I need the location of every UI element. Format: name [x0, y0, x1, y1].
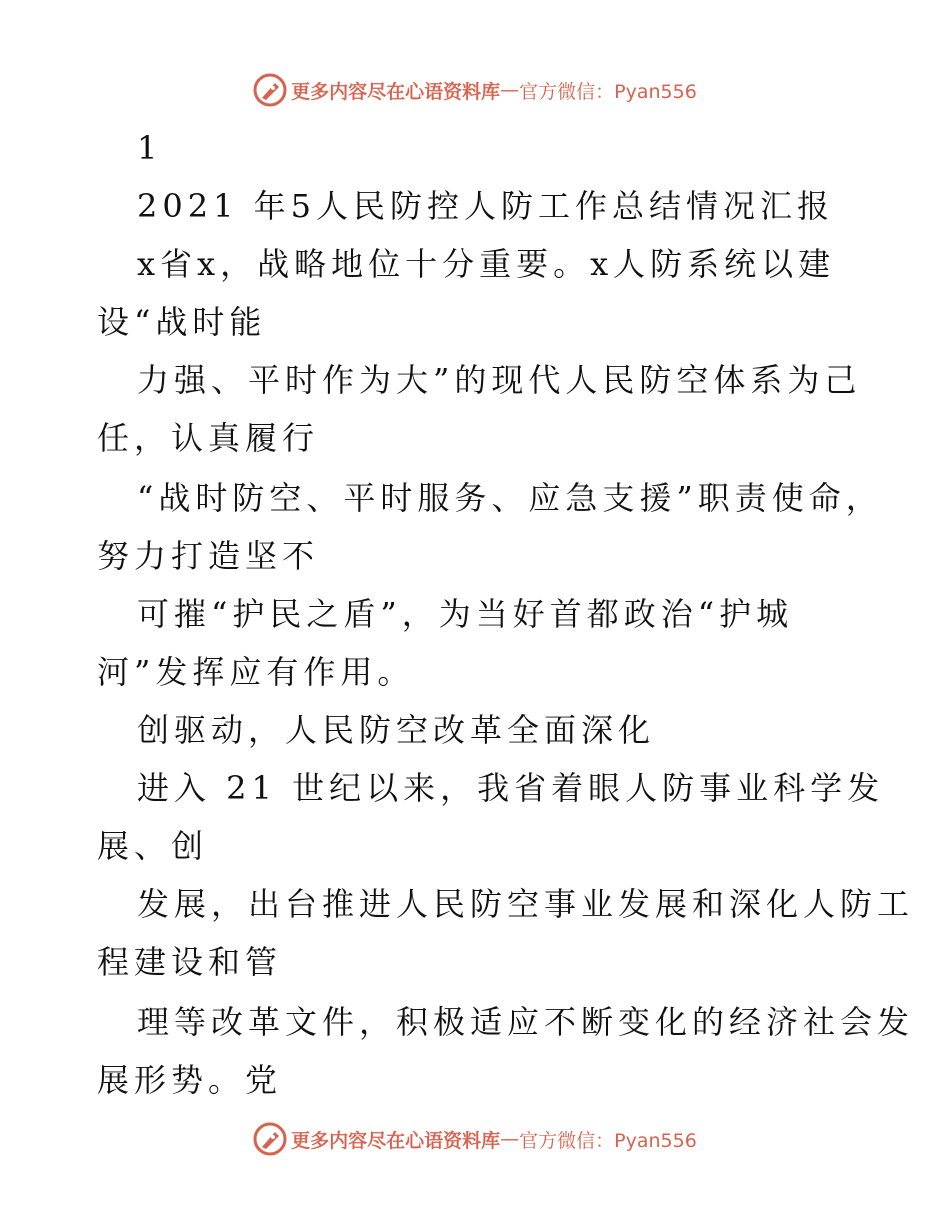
pen-nib-logo-icon: [253, 73, 287, 107]
doc-line: 展形势。党: [97, 1061, 283, 1099]
doc-line: 理等改革文件，积极适应不断变化的经济社会发: [137, 1003, 915, 1041]
watermark-separator: —: [500, 1128, 520, 1150]
footer-watermark: [0, 1119, 950, 1159]
doc-line: x省x，战略地位十分重要。x人防系统以建: [137, 245, 836, 283]
header-watermark: [0, 70, 950, 110]
doc-line: 可摧“护民之盾”，为当好首都政治“护城: [137, 595, 794, 633]
doc-line: 努力打造坚不: [97, 537, 320, 575]
doc-line: 进入 21 世纪以来，我省着眼人防事业科学发: [137, 769, 885, 807]
watermark-main-text: 更多内容尽在心语资料库: [291, 80, 501, 103]
doc-line: 2021 年5人民防控人防工作总结情况汇报: [137, 187, 834, 225]
doc-line: “战时防空、平时服务、应急支援”职责使命，: [137, 479, 883, 517]
doc-line: 展、创: [97, 827, 209, 865]
doc-line: 创驱动，人民防空改革全面深化: [137, 711, 656, 749]
doc-line: 力强、平时作为大”的现代人民防空体系为己: [137, 361, 862, 399]
doc-line: 程建设和管: [97, 943, 283, 981]
doc-line: 河”发挥应有作用。: [97, 653, 415, 691]
pen-nib-logo-icon: [253, 1122, 287, 1156]
doc-line: 1: [137, 129, 163, 167]
watermark-wechat-text: 官方微信：Pyan556: [519, 1129, 697, 1152]
watermark-separator: —: [500, 79, 520, 101]
watermark-main-text: 更多内容尽在心语资料库: [291, 1129, 501, 1152]
doc-line: 任，认真履行: [97, 419, 320, 457]
doc-line: 发展，出台推进人民防空事业发展和深化人防工: [137, 885, 915, 923]
doc-line: 设“战时能: [97, 303, 267, 341]
watermark-wechat-text: 官方微信：Pyan556: [519, 80, 697, 103]
